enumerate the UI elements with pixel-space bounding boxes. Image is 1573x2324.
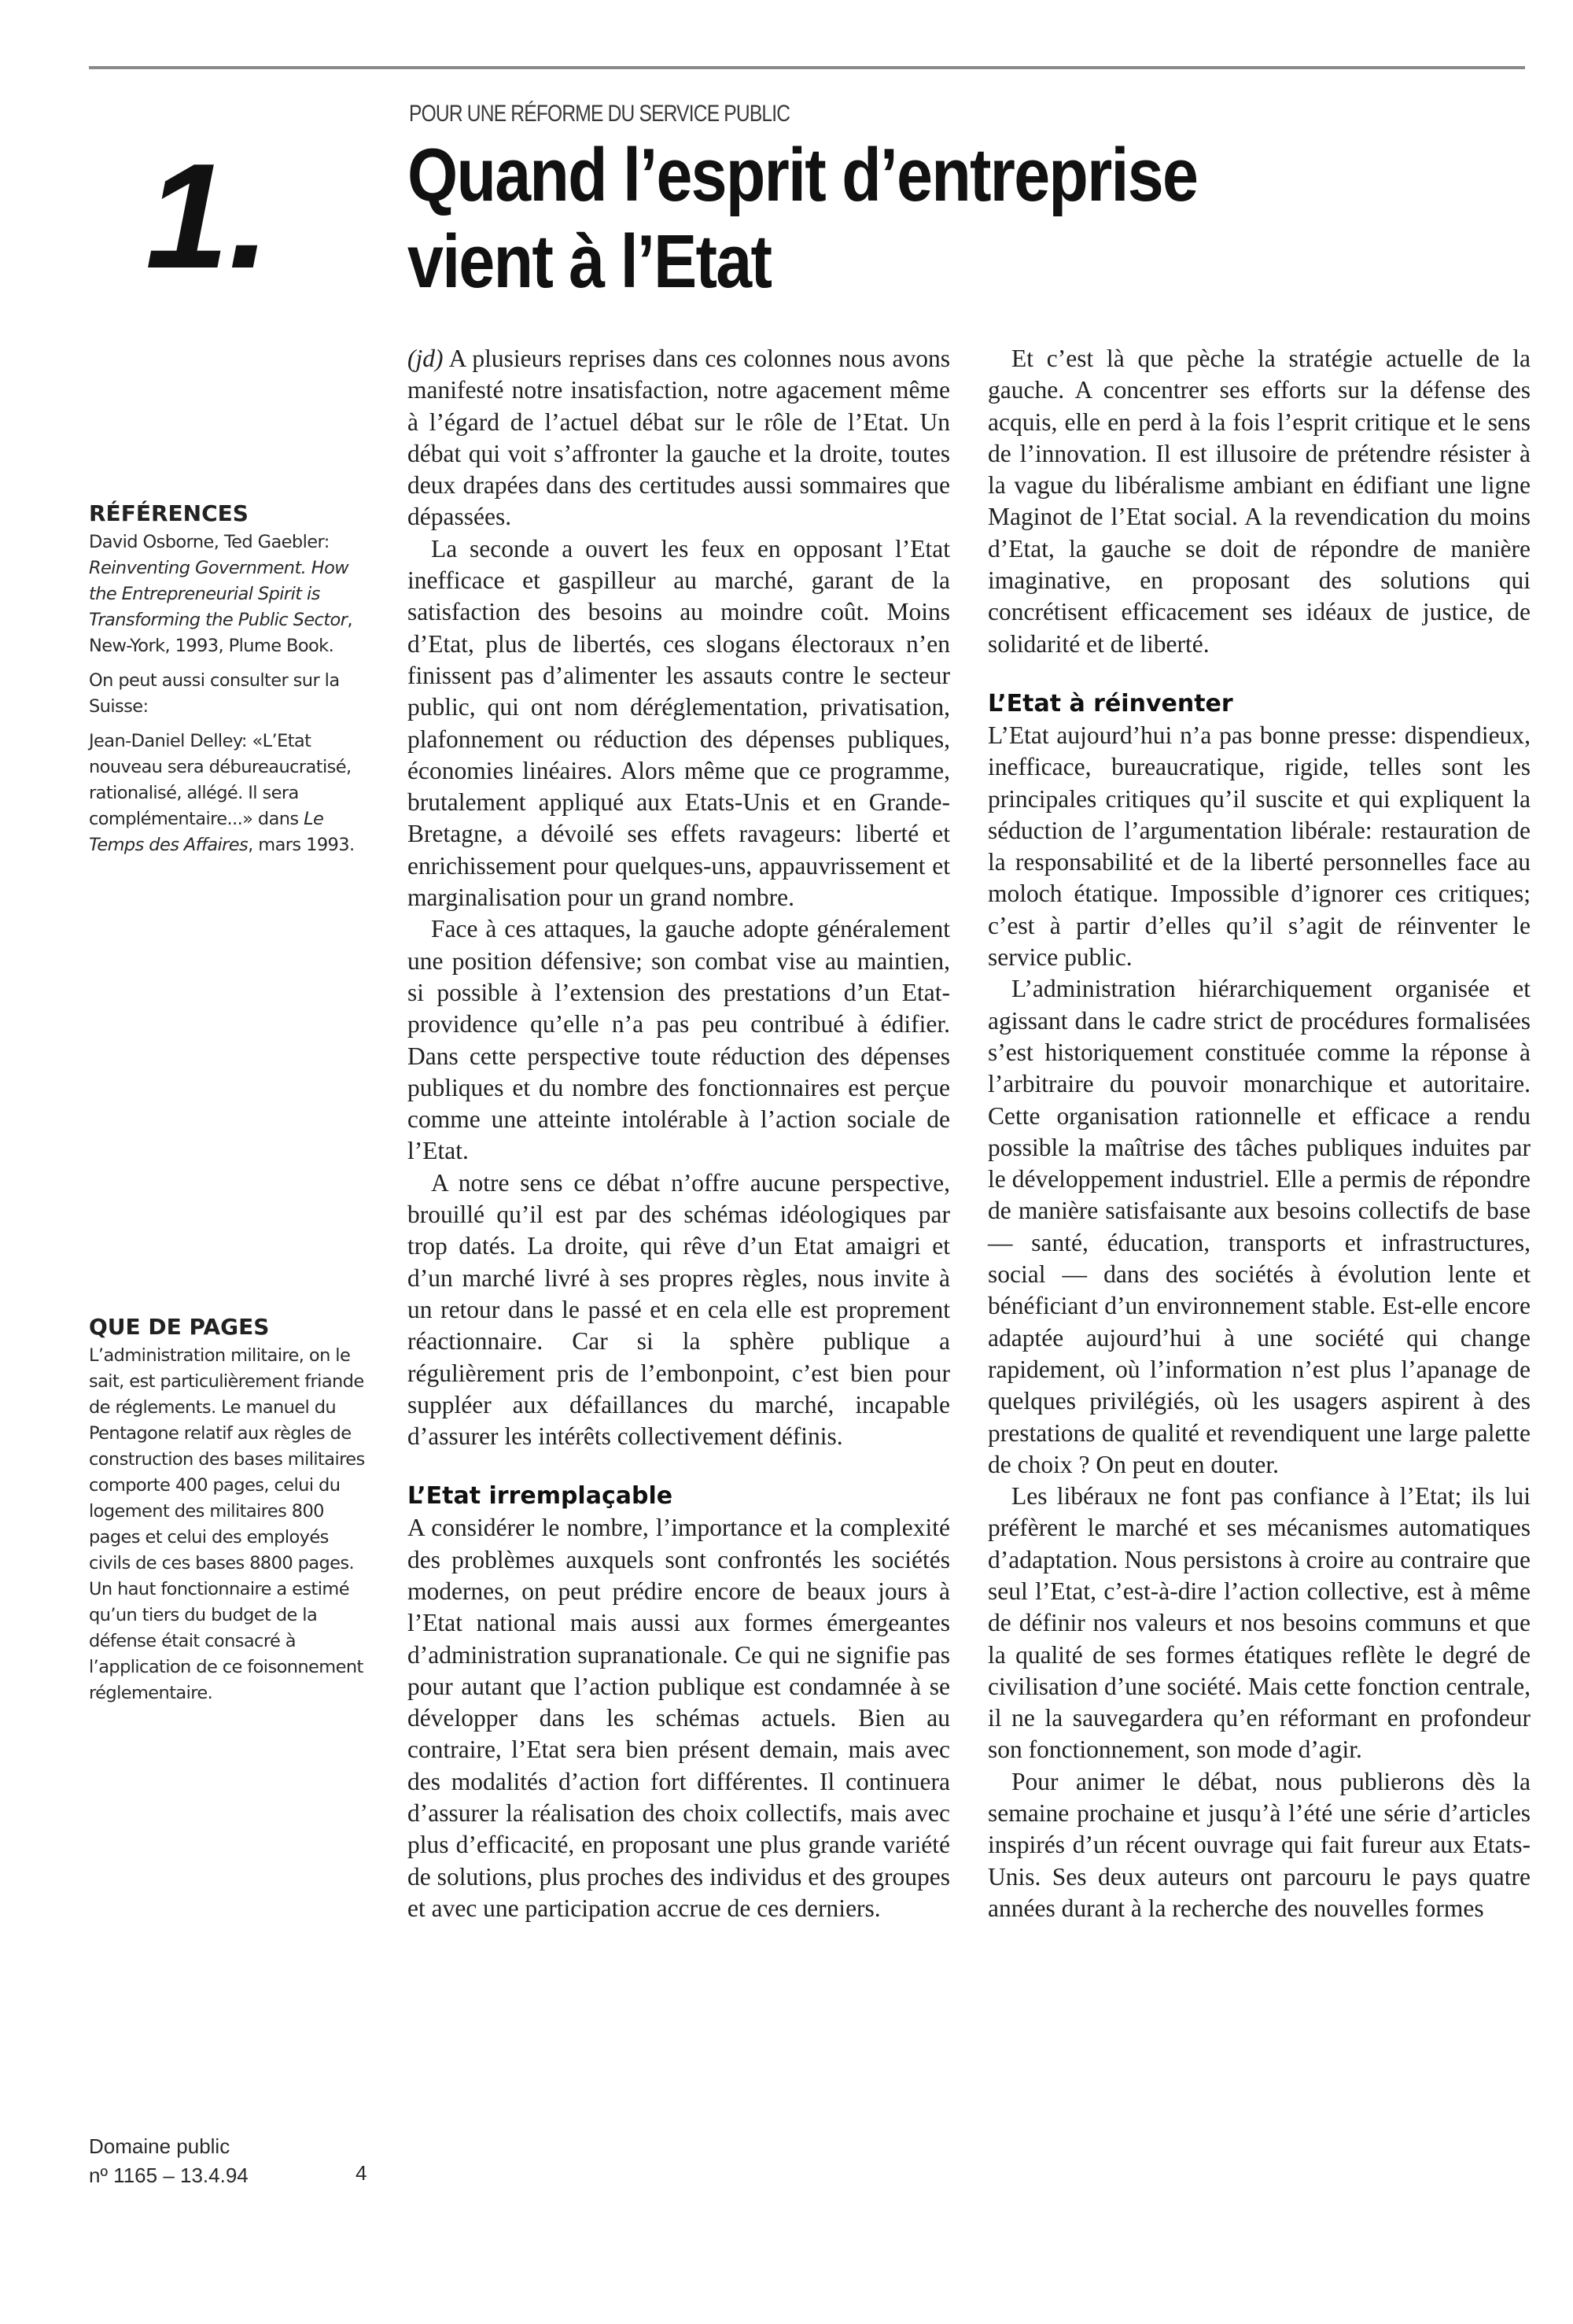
que-de-pages-heading: QUE DE PAGES — [89, 1314, 270, 1340]
section-heading: L’Etat irremplaçable — [407, 1482, 673, 1511]
ref1-title: Reinventing Government. How the Entrepreneurial Spirit is Transforming the Public Sector — [89, 558, 349, 630]
paragraph — [407, 343, 950, 533]
article-column-1 — [407, 343, 950, 1924]
ref2-date: , mars 1993. — [248, 835, 355, 855]
series-kicker: POUR UNE RÉFORME DU SERVICE PUBLIC — [409, 101, 790, 127]
paragraph: A notre sens ce débat n’offre aucune perspective, brouillé qu’il est par des schémas idéologiques par trop datés. La droite, qui rêve d’un Etat amaigri et d’un marché livré à ses propres règles, nous invite à un retour dans le passé et en cela elle est proprement réactionnaire. Car si la sphère publique a régulièrement pris de l’embonpoint, c’est bien pour suppléer aux défaillances du marché, incapable d’assurer les intérêts collectivement définis. — [407, 1168, 950, 1451]
article-number: 1. — [146, 133, 271, 300]
paragraph: Les libéraux ne font pas confiance à l’Etat; ils lui préfèrent le marché et ses mécanismes automatiques d’adaptation. Nous persistons à croire au contraire que seul l’Etat, c’est-à-dire l’action collective, est à même de définir nos valeurs et nos besoins communs et que la qualité de ses formes étatiques reflète le degré de civilisation d’une société. Mais cette fonction centrale, il ne la sauvegardera qu’en réformant en profondeur son fonctionnement, son mode d’agir. — [988, 1482, 1531, 1764]
reference-2 — [89, 729, 372, 858]
title-line-1: Quand l’esprit d’entreprise — [407, 133, 1198, 217]
paragraph: Et c’est là que pèche la stratégie actuelle de la gauche. A concentrer ses efforts sur la défense des acquis, elle en perd à la fois l’esprit critique et le sens de l’innovation. Il est illusoire de prétendre résister à la vague du libéralisme ambiant en édifiant une ligne Maginot de l’Etat social. A la revendication du moins d’Etat, la gauche se doit de répondre de manière imaginative, en proposant des solutions qui concrétisent efficacement ses idéaux de justice, de solidarité et de liberté. — [988, 345, 1531, 658]
article-column-2 — [988, 343, 1531, 1924]
paragraph-text: A plusieurs reprises dans ces colonnes nous avons manifesté notre insatisfaction, notre agacement même à l’égard de l’actuel débat sur le rôle de l’Etat. Un débat qui voit s’affronter la gauche et la droite, toutes deux drapées dans des certitudes aussi sommaires que dépassées. — [407, 345, 950, 531]
top-rule — [89, 66, 1525, 69]
paragraph: A considérer le nombre, l’importance et la complexité des problèmes auxquels sont confrontés les sociétés modernes, on peut prédire encore de beaux jours à l’Etat national mais aussi aux formes émergeantes d’administration supranationale. Ce qui ne signifie pas pour autant que l’action publique est condamnée à se développer dans les schémas actuels. Bien au contraire, l’Etat sera bien présent demain, mais avec des modalités d’action fort différentes. Il continuera d’assurer la réalisation des choix collectifs, mais avec plus d’efficacité, en proposant une plus grande variété de solutions, plus proches des individus et des groupes et avec une participation accrue de ces derniers. — [407, 1514, 950, 1922]
title-line-2: vient à l’Etat — [407, 219, 772, 304]
spacer — [988, 660, 1531, 688]
references-heading: RÉFÉRENCES — [89, 500, 249, 526]
publication-name: Domaine public — [89, 2134, 230, 2158]
ref2-source: Le Temps des Affaires — [89, 809, 324, 855]
article-title — [407, 132, 1197, 305]
publication-footer — [89, 2132, 249, 2190]
que-de-pages-box — [89, 1314, 372, 1715]
paragraph: La seconde a ouvert les feux en opposant l’Etat inefficace et gaspilleur au marché, garant de la satisfaction des besoins au moindre coût. Moins d’Etat, plus de libertés, ces slogans électoraux n’en finissent pas d’alimenter les assauts contre le secteur public, qui ont nom déréglementation, privatisation, plafonnement ou réduction des dépenses publiques, économies linéaires. Alors même que ce programme, brutalement appliqué aux Etats-Unis et en Grande-Bretagne, a dévoilé ses effets ravageurs: liberté et enrichissement pour quelques-uns, appauvrissement et marginalisation pour un grand nombre. — [407, 534, 950, 912]
que-de-pages-text: L’administration militaire, on le sait, est particulièrement friande de réglements. Le manuel du Pentagone relatif aux règles de construction des bases militaires comporte 400 pages, celui du logement des militaires 800 pages et celui des employés civils de ces bases 8800 pages. Un haut fonctionnaire a estimé qu’un tiers du budget de la défense était consacré à l’application de ce foisonnement réglementaire. — [89, 1345, 365, 1703]
ref1-publisher: , New-York, 1993, Plume Book. — [89, 610, 352, 656]
paragraph: L’Etat aujourd’hui n’a pas bonne presse: dispendieux, inefficace, bureaucratique, rigide, telles sont les principales critiques qu’il suscite et qui expliquent la séduction de l’argumentation libérale: restauration de la responsabilité et de la liberté personnelles face au moloch étatique. Impossible d’ignorer ces critiques; c’est à partir d’elles qu’il s’agit de réinventer le service public. — [988, 721, 1531, 972]
ref1-authors: David Osborne, Ted Gaebler: — [89, 532, 330, 552]
paragraph: Pour animer le débat, nous publierons dès la semaine prochaine et jusqu’à l’été une série d’articles inspirés d’un récent ouvrage qui fait fureur aux Etats-Unis. Ses deux auteurs ont parcouru le pays quatre années durant à la recherche des nouvelles formes — [988, 1767, 1531, 1922]
ref2-text: Jean-Daniel Delley: «L’Etat nouveau sera débureaucratisé, rationalisé, allégé. Il sera complémentaire...» dans — [89, 731, 352, 829]
spacer — [407, 1452, 950, 1481]
paragraph: L’administration hiérarchiquement organisée et agissant dans le cadre strict de procédures formalisées s’est historiquement constituée comme la réponse à l’arbitraire du pouvoir monarchique et autoritaire. Cette organisation rationnelle et efficace a rendu possible la maîtrise des tâches publiques induites par le développement industriel. Elle a permis de répondre de manière satisfaisante aux besoins collectifs de base — santé, éducation, transports et infrastructures, social — dans des sociétés à évolution lente et bénéficiant d’un environnement stable. Est-elle encore adaptée aujourd’hui à une société qui change rapidement, où l’information n’est plus l’apanage de quelques privilégiés, où les usagers aspirent à des prestations de qualité et revendiquent une large palette de choix ? On peut en douter. — [988, 975, 1531, 1478]
byline: (jd) — [407, 345, 444, 372]
references-box — [89, 500, 372, 867]
page-number: 4 — [355, 2161, 367, 2185]
references-note: On peut aussi consulter sur la Suisse: — [89, 670, 340, 717]
reference-1 — [89, 529, 372, 659]
section-heading: L’Etat à réinventer — [988, 689, 1233, 717]
paragraph: Face à ces attaques, la gauche adopte généralement une position défensive; son combat vise au maintien, si possible à l’extension des prestations d’un Etat-providence qu’elle n’a pas peu contribué à édifier. Dans cette perspective toute réduction des dépenses publiques et du nombre des fonctionnaires est perçue comme une atteinte intolérable à l’action sociale de l’Etat. — [407, 915, 950, 1165]
issue-info: nº 1165 – 13.4.94 — [89, 2164, 249, 2187]
